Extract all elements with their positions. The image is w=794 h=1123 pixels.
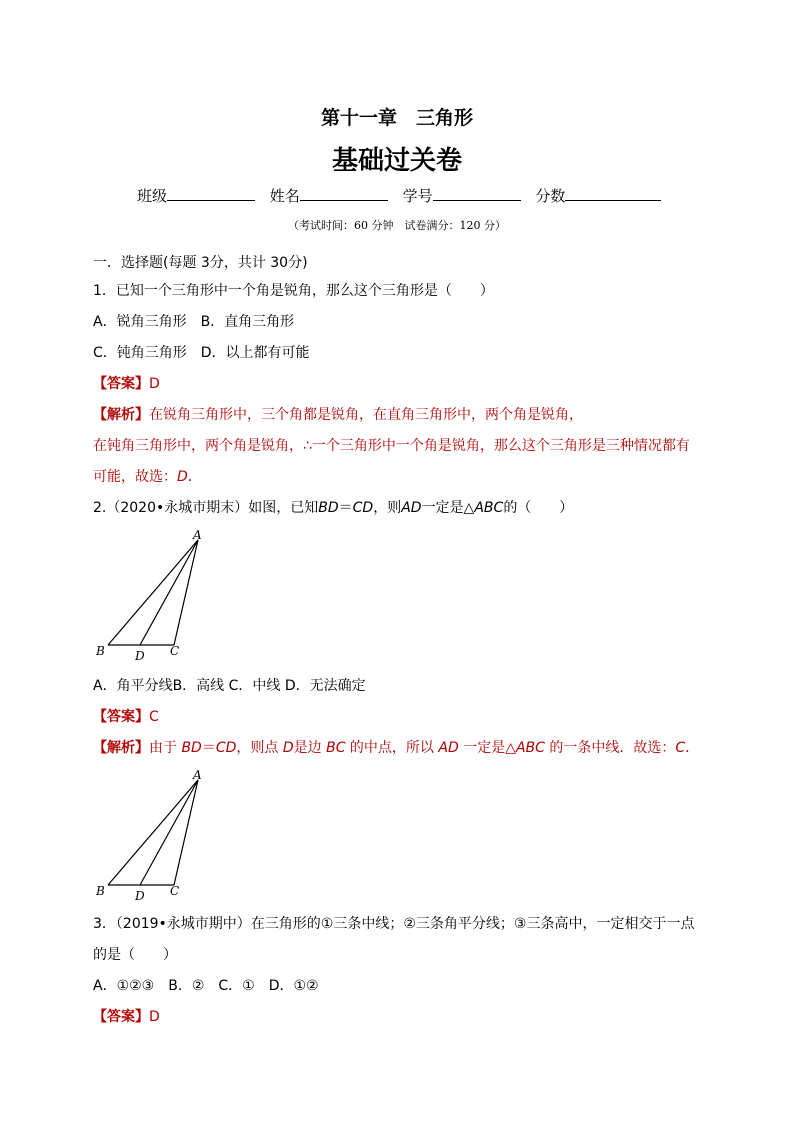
- stem-text: ，则: [373, 500, 402, 516]
- q1-options-1: A．锐角三角形 B．直角三角形: [93, 314, 295, 330]
- triangle-figure-1: [90, 525, 220, 665]
- label-d: D: [135, 889, 145, 903]
- side-ab: [108, 780, 198, 885]
- student-info-fields: [137, 185, 671, 206]
- field-score-blank[interactable]: [565, 186, 661, 201]
- analysis-text: ＝: [201, 740, 216, 756]
- exam-info: （考试时间：60 分钟 试卷满分：120 分）: [288, 219, 506, 232]
- chapter-title: 第十一章 三角形: [320, 107, 473, 129]
- side-ac: [174, 540, 198, 645]
- q1-options-2: C．钝角三角形 D．以上都有可能: [93, 345, 310, 361]
- side-ab: [108, 540, 198, 645]
- analysis-var: BC: [326, 740, 346, 756]
- label-c: C: [170, 884, 180, 898]
- analysis-label: 【解析】: [93, 407, 149, 423]
- analysis-var: CD: [215, 740, 237, 756]
- q3-stem-2: 的是（ ）: [93, 947, 177, 963]
- analysis-var: BD: [181, 740, 202, 756]
- stem-text: ＝: [338, 500, 353, 516]
- q2-options: A．角平分线B．高线 C．中线 D．无法确定: [93, 678, 366, 694]
- analysis-var: D: [177, 469, 188, 485]
- analysis-text: 的中点，所以: [345, 740, 439, 756]
- q3-options: A．①②③ B．② C．① D．①②: [93, 978, 319, 994]
- analysis-text: 可能，故选：: [93, 469, 177, 485]
- analysis-text: 的一条中线．故选：: [544, 740, 676, 756]
- stem-var: CD: [352, 500, 374, 516]
- field-score-label: 分数: [535, 187, 566, 205]
- answer-value: D: [149, 376, 160, 392]
- answer-label: 【答案】: [93, 1009, 149, 1025]
- analysis-text: 由于: [149, 740, 182, 756]
- q2-answer: [93, 706, 159, 726]
- field-class-blank[interactable]: [167, 186, 255, 201]
- segment-ad: [140, 780, 198, 885]
- analysis-text: 一定是△: [458, 740, 516, 756]
- answer-label: 【答案】: [93, 376, 149, 392]
- q1-analysis-1: [93, 404, 583, 424]
- paper-title: 基础过关卷: [331, 146, 462, 176]
- label-a: A: [193, 768, 202, 782]
- stem-var: AD: [401, 500, 422, 516]
- analysis-text: ．: [685, 740, 700, 756]
- label-b: B: [96, 884, 105, 898]
- label-d: D: [135, 649, 145, 663]
- analysis-var: AD: [438, 740, 459, 756]
- q1-analysis-2: 在钝角三角形中，两个角是锐角，∴一个三角形中一个角是锐角，那么这个三角形是三种情况都有: [93, 438, 690, 454]
- analysis-label: 【解析】: [93, 740, 149, 756]
- stem-text: 的（ ）: [503, 500, 574, 516]
- q2-analysis: [93, 737, 699, 757]
- field-class-label: 班级: [137, 187, 168, 205]
- label-c: C: [170, 644, 180, 658]
- answer-label: 【答案】: [93, 709, 149, 725]
- q2-stem: [93, 497, 573, 517]
- label-a: A: [193, 528, 202, 542]
- q3-stem-1: 3．（2019•永城市期中）在三角形的①三条中线；②三条角平分线；③三条高中，一定相交于一点: [93, 916, 695, 932]
- section-heading: 一．选择题(每题 3分，共计 30分): [93, 255, 308, 271]
- q1-answer: [93, 373, 160, 393]
- analysis-text: ，则点: [236, 740, 283, 756]
- analysis-var: D: [282, 740, 294, 756]
- answer-value: C: [149, 709, 159, 725]
- side-ac: [174, 780, 198, 885]
- q1-stem: 1．已知一个三角形中一个角是锐角，那么这个三角形是（ ）: [93, 283, 494, 299]
- stem-var: ABC: [474, 500, 504, 516]
- segment-ad: [140, 540, 198, 645]
- analysis-text: ．: [187, 469, 202, 485]
- field-id-blank[interactable]: [433, 186, 521, 201]
- analysis-text: 在锐角三角形中，三个角都是锐角，在直角三角形中，两个角是锐角，: [149, 407, 583, 423]
- label-b: B: [96, 644, 105, 658]
- analysis-var: C: [675, 740, 686, 756]
- field-name-label: 姓名: [269, 187, 300, 205]
- stem-text: 一定是△: [421, 500, 475, 516]
- q3-answer: [93, 1006, 160, 1026]
- field-name-blank[interactable]: [300, 186, 388, 201]
- analysis-var: ABC: [515, 740, 545, 756]
- stem-text: 2.（2020•永城市期末）如图，已知: [93, 500, 319, 516]
- q1-analysis-3: [93, 466, 202, 486]
- field-id-label: 学号: [402, 187, 433, 205]
- analysis-text: 是边: [293, 740, 327, 756]
- stem-var: BD: [318, 500, 339, 516]
- triangle-figure-2: [90, 765, 220, 905]
- answer-value: D: [149, 1009, 160, 1025]
